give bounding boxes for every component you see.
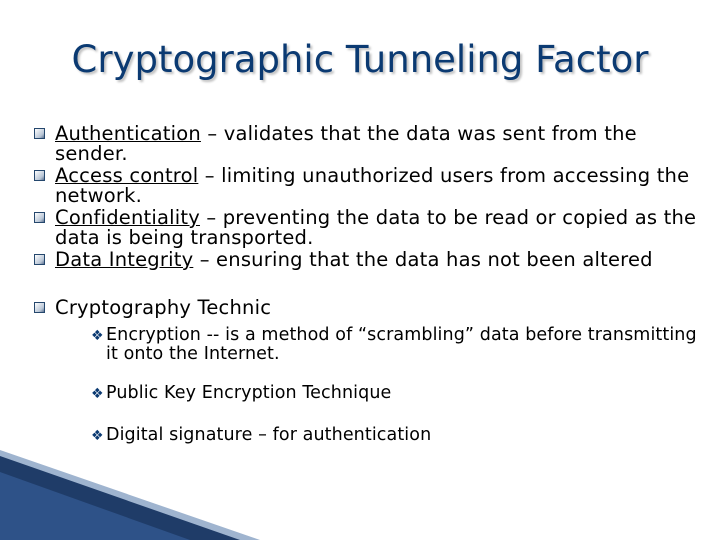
bullet-term: Data Integrity <box>55 248 194 271</box>
sub-bullet-text: Digital signature – for authentication <box>106 425 432 445</box>
bullet-desc: – ensuring that the data has not been altered <box>193 248 653 271</box>
bullet-desc: – preventing the data to be read or copied as the data is being transported. <box>55 206 697 249</box>
bullet-data-integrity <box>34 250 714 270</box>
corner-swoosh-decoration <box>0 450 260 540</box>
bullet-desc: – limiting unauthorized users from accessing the network. <box>55 164 690 207</box>
square-bullet-icon <box>34 170 45 181</box>
slide-title: Cryptographic Tunneling Factor <box>71 38 649 81</box>
sub-bullet-public-key <box>34 384 714 403</box>
bullet-term: Confidentiality <box>55 206 200 229</box>
square-bullet-icon <box>34 302 45 313</box>
square-bullet-icon <box>34 128 45 139</box>
bullet-desc: – validates that the data was sent from the sender. <box>55 122 637 165</box>
diamond-bullet-icon: ❖ <box>91 328 104 344</box>
technic-heading: Cryptography Technic <box>55 296 272 319</box>
diamond-bullet-icon: ❖ <box>91 428 104 444</box>
sub-bullet-text: Public Key Encryption Technique <box>106 383 392 403</box>
bullet-confidentiality <box>34 208 714 248</box>
bullet-authentication <box>34 124 714 164</box>
diamond-bullet-icon: ❖ <box>91 386 104 402</box>
sub-bullet-text: Encryption -- is a method of “scrambling” data before transmitting it onto the Internet. <box>106 325 697 364</box>
square-bullet-icon <box>34 212 45 223</box>
bullet-access-control <box>34 166 714 206</box>
sub-bullet-digital-signature <box>34 426 714 445</box>
bullet-list <box>34 124 714 445</box>
bullet-term: Authentication <box>55 122 201 145</box>
bullet-cryptography-technic <box>34 298 714 318</box>
bullet-term: Access control <box>55 164 199 187</box>
sub-bullet-encryption <box>34 326 714 364</box>
square-bullet-icon <box>34 254 45 265</box>
